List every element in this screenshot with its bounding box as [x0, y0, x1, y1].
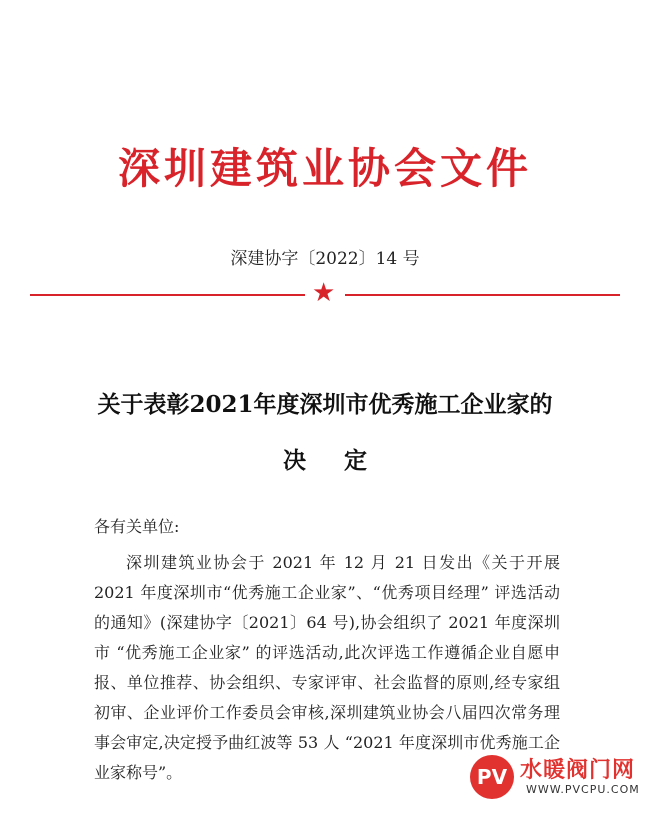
watermark-url: WWW.PVCPU.COM	[526, 783, 640, 796]
salutation: 各有关单位:	[94, 517, 180, 536]
decision-subtitle: 决定	[283, 447, 405, 474]
watermark-site-name: 水暖阀门网	[520, 758, 636, 783]
watermark	[470, 751, 638, 807]
document-header-title: 深圳建筑业协会文件	[117, 144, 532, 193]
document-number: 深建协字〔2022〕14 号	[230, 249, 420, 269]
decision-title: 关于表彰2021年度深圳市优秀施工企业家的	[97, 391, 553, 418]
divider-line-right	[345, 294, 620, 296]
divider-line-left	[30, 294, 305, 296]
star-icon: ★	[312, 278, 336, 308]
red-divider	[30, 278, 620, 308]
body-paragraph: 深圳建筑业协会于 2021 年 12 月 21 日发出《关于开展 2021 年度深圳市“优秀施工企业家”、“优秀项目经理” 评选活动的通知》(深建协字〔2021〕64 号),协会组织了 2021 年度深圳市 “优秀施工企业家” 的评选活动,此次评选工作遵循企业自愿申报、单位推荐、协会组织、专家评审、社会监督的原则,经专家组初审、企业评价工作委员会审核,深圳建筑业协会八届四次常务理事会审定,决定授予曲红波等 53 人 “2021 年度深圳市优秀施工企业家称号”。	[94, 553, 560, 782]
watermark-logo: PV	[470, 755, 514, 799]
